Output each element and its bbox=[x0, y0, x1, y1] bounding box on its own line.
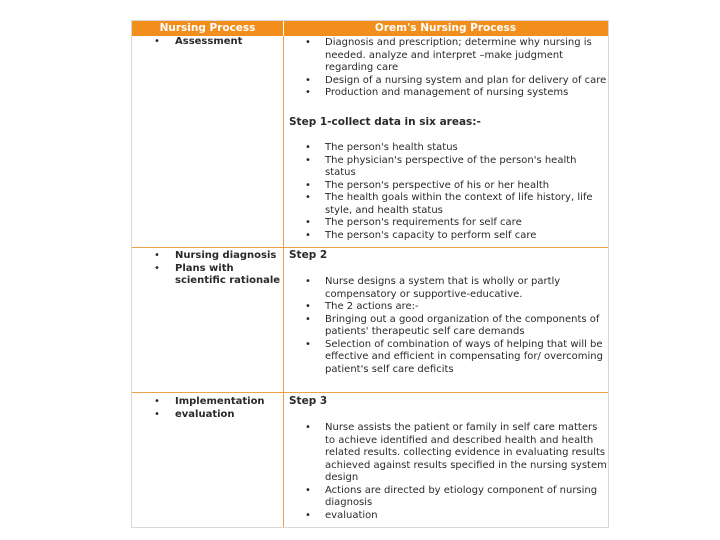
list-item: • Nurse designs a system that is wholly or partly compensatory or supportive-educative. bbox=[305, 276, 561, 300]
list-item: • Actions are directed by etiology component of nursing diagnosis bbox=[305, 484, 598, 508]
left-item-assessment: • Assessment bbox=[154, 36, 243, 47]
step3-list bbox=[284, 422, 608, 522]
row1-right-cell bbox=[284, 37, 608, 100]
row1-left-cell bbox=[132, 36, 283, 49]
list-item: • The person's requirements for self care bbox=[305, 217, 522, 228]
step-1-heading: Step 1-collect data in six areas:- bbox=[289, 116, 481, 128]
list-item: • Selection of combination of ways of helping that will be effective and efficient in compensating for/ overcoming patient's self care deficits bbox=[305, 338, 603, 375]
left-item-evaluation: • evaluation bbox=[154, 408, 235, 420]
row3-left-cell bbox=[132, 396, 283, 421]
step-3-heading: Step 3 bbox=[289, 395, 328, 407]
row2-left-cell bbox=[132, 250, 283, 288]
list-item: • Nurse assists the patient or family in self care matters to achieve identified and described health and health related results. collecting evidence in evaluating results achieved against results specified in the nursing system design bbox=[305, 422, 607, 483]
orem-comparison-table bbox=[131, 20, 609, 528]
left-item-plans-with-continued: scientific rationale bbox=[175, 275, 281, 286]
row-divider-2 bbox=[132, 392, 608, 393]
list-item: • The person's perspective of his or her health bbox=[305, 179, 550, 191]
step2-list bbox=[284, 276, 608, 376]
list-item: • Diagnosis and prescription; determine why nursing is needed. analyze and interpret –make judgment regarding care bbox=[305, 37, 592, 73]
list-item: • The person's health status bbox=[305, 142, 458, 153]
step-2-heading: Step 2 bbox=[289, 249, 328, 261]
left-item-plans-with: • Plans with bbox=[154, 262, 234, 274]
list-item: • The physician's perspective of the person's health status bbox=[305, 154, 577, 178]
header-nursing-process: Nursing Process bbox=[159, 22, 256, 34]
list-item: • Design of a nursing system and plan for delivery of care bbox=[305, 74, 607, 86]
left-item-implementation: • Implementation bbox=[154, 396, 265, 407]
left-item-nursing-diagnosis: • Nursing diagnosis bbox=[154, 250, 277, 261]
list-item: • Bringing out a good organization of the components of patients' therapeutic self care demands bbox=[305, 313, 600, 337]
header-orems-nursing-process: Orem's Nursing Process bbox=[374, 22, 517, 34]
list-item: • The person's capacity to perform self care bbox=[305, 229, 537, 241]
list-item: • Production and management of nursing systems bbox=[305, 87, 569, 98]
row-divider-1 bbox=[132, 247, 608, 248]
list-item: • evaluation bbox=[305, 509, 378, 521]
step1-list bbox=[284, 142, 608, 242]
list-item: • The 2 actions are:- bbox=[305, 301, 419, 312]
table-header-row bbox=[132, 21, 608, 36]
list-item: • The health goals within the context of life history, life style, and health status bbox=[305, 192, 593, 216]
